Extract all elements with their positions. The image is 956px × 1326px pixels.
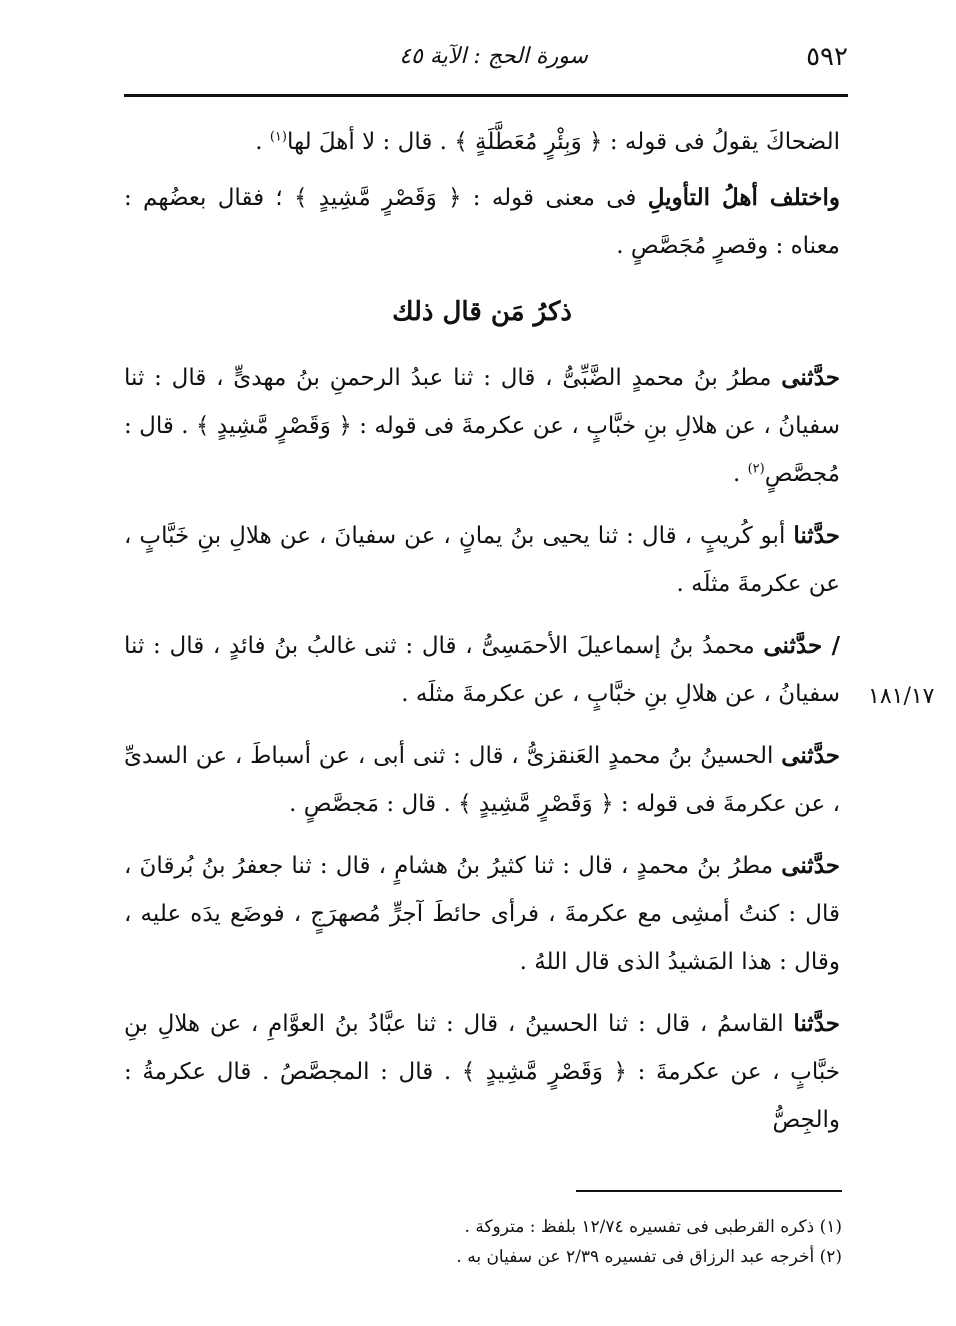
narration (124, 842, 840, 986)
footnote-rule (576, 1190, 842, 1192)
body-text (124, 118, 840, 1158)
narration-lead: / حدَّثنى (763, 632, 840, 659)
page-header (124, 40, 848, 84)
paragraph-text: فى معنى قوله : ﴿ وَقَصْرٍ مَّشِيدٍ ﴾ ؛ فقال بعضُهم : معناه : وقصرٍ مُجَصَّصٍ . (124, 185, 840, 259)
narration-text: مطرُ بنُ محمدٍ ، قال : ثنا كثيرُ بنُ هشامٍ ، قال : ثنا جعفرُ بنُ بُرقانَ ، قال : كنتُ أمشِى مع عكرمةَ ، فرأى حائطَ آجرٍّ مُصهرَجٍ ، فوضَع يدَه عليه ، وقال : هذا المَشيدُ الذى قال اللهُ . (124, 853, 840, 975)
narration (124, 732, 840, 828)
paragraph-text: الضحاكَ يقولُ فى قوله : ﴿ وَبِئْرٍ مُعَطَّلَةٍ ﴾ . قال : لا أهلَ لها (286, 129, 840, 155)
footnote-ref: (٢) (747, 461, 765, 477)
footnote-ref: (١) (269, 129, 287, 145)
narration-lead: حدَّثنا (793, 1010, 840, 1037)
narration-tail: . (732, 461, 748, 487)
page-number: ٥٩٢ (806, 42, 848, 72)
narration (124, 622, 840, 718)
margin-note: ١٨١/١٧ (868, 684, 935, 709)
footnote: (٢) أخرجه عبد الرزاق فى تفسيره ٢/٣٩ عن سفيان به . (456, 1247, 842, 1267)
narration-lead: حدَّثنى (781, 742, 840, 769)
narration (124, 354, 840, 498)
paragraph-tail: . (255, 129, 270, 155)
narration (124, 1000, 840, 1144)
narration (124, 512, 840, 608)
narration-text: القاسمُ ، قال : ثنا الحسينُ ، قال : ثنا عبَّادُ بنُ العوَّامِ ، عن هلالِ بنِ خبَّابٍ ، عن عكرمةَ : ﴿ وَقَصْرٍ مَّشِيدٍ ﴾ . قال : المجصَّصُ . قال عكرمةُ : والجِصُّ (124, 1011, 840, 1133)
narration-text: مطرُ بنُ محمدٍ الضَّبِّىُّ ، قال : ثنا عبدُ الرحمنِ بنُ مهدىٍّ ، قال : ثنا سفيانُ ، عن هلالِ بنِ خبَّابٍ ، عن عكرمةَ فى قوله : ﴿ وَقَصْرٍ مَّشِيدٍ ﴾ . قال : مُجصَّصٍ (124, 365, 840, 487)
narration-lead: حدَّثنا (793, 522, 840, 549)
header-rule (124, 94, 848, 97)
footnotes (300, 1212, 842, 1272)
section-heading: ذكرُ مَن قال ذلك (392, 297, 572, 327)
narration-text: أبو كُريبٍ ، قال : ثنا يحيى بنُ يمانٍ ، عن سفيانَ ، عن هلالِ بنِ خَبَّابٍ ، عن عكرمةَ مثلَه . (124, 523, 840, 597)
narration-lead: حدَّثنى (781, 852, 840, 879)
paragraph (124, 174, 840, 270)
narration-lead: حدَّثنى (781, 364, 840, 391)
footnote: (١) ذكره القرطبى فى تفسيره ١٢/٧٤ بلفظ : متروكة . (464, 1217, 842, 1237)
narration-text: الحسينُ بنُ محمدٍ العَنقزىُّ ، قال : ثنى أبى ، عن أسباطَ ، عن السدىِّ ، عن عكرمةَ فى قوله : ﴿ وَقَصْرٍ مَّشِيدٍ ﴾ . قال : مَجصَّصٍ . (124, 743, 840, 817)
narration-text: محمدُ بنُ إسماعيلَ الأحمَسِىُّ ، قال : ثنى غالبُ بنُ فائدٍ ، قال : ثنا سفيانُ ، عن هلالِ بنِ خبَّابٍ ، عن عكرمةَ مثلَه . (124, 633, 840, 707)
paragraph (124, 118, 840, 166)
paragraph-lead: واختلف أهلُ التأويلِ (647, 184, 840, 211)
running-title: سورة الحج : الآية ٤٥ (399, 44, 588, 69)
